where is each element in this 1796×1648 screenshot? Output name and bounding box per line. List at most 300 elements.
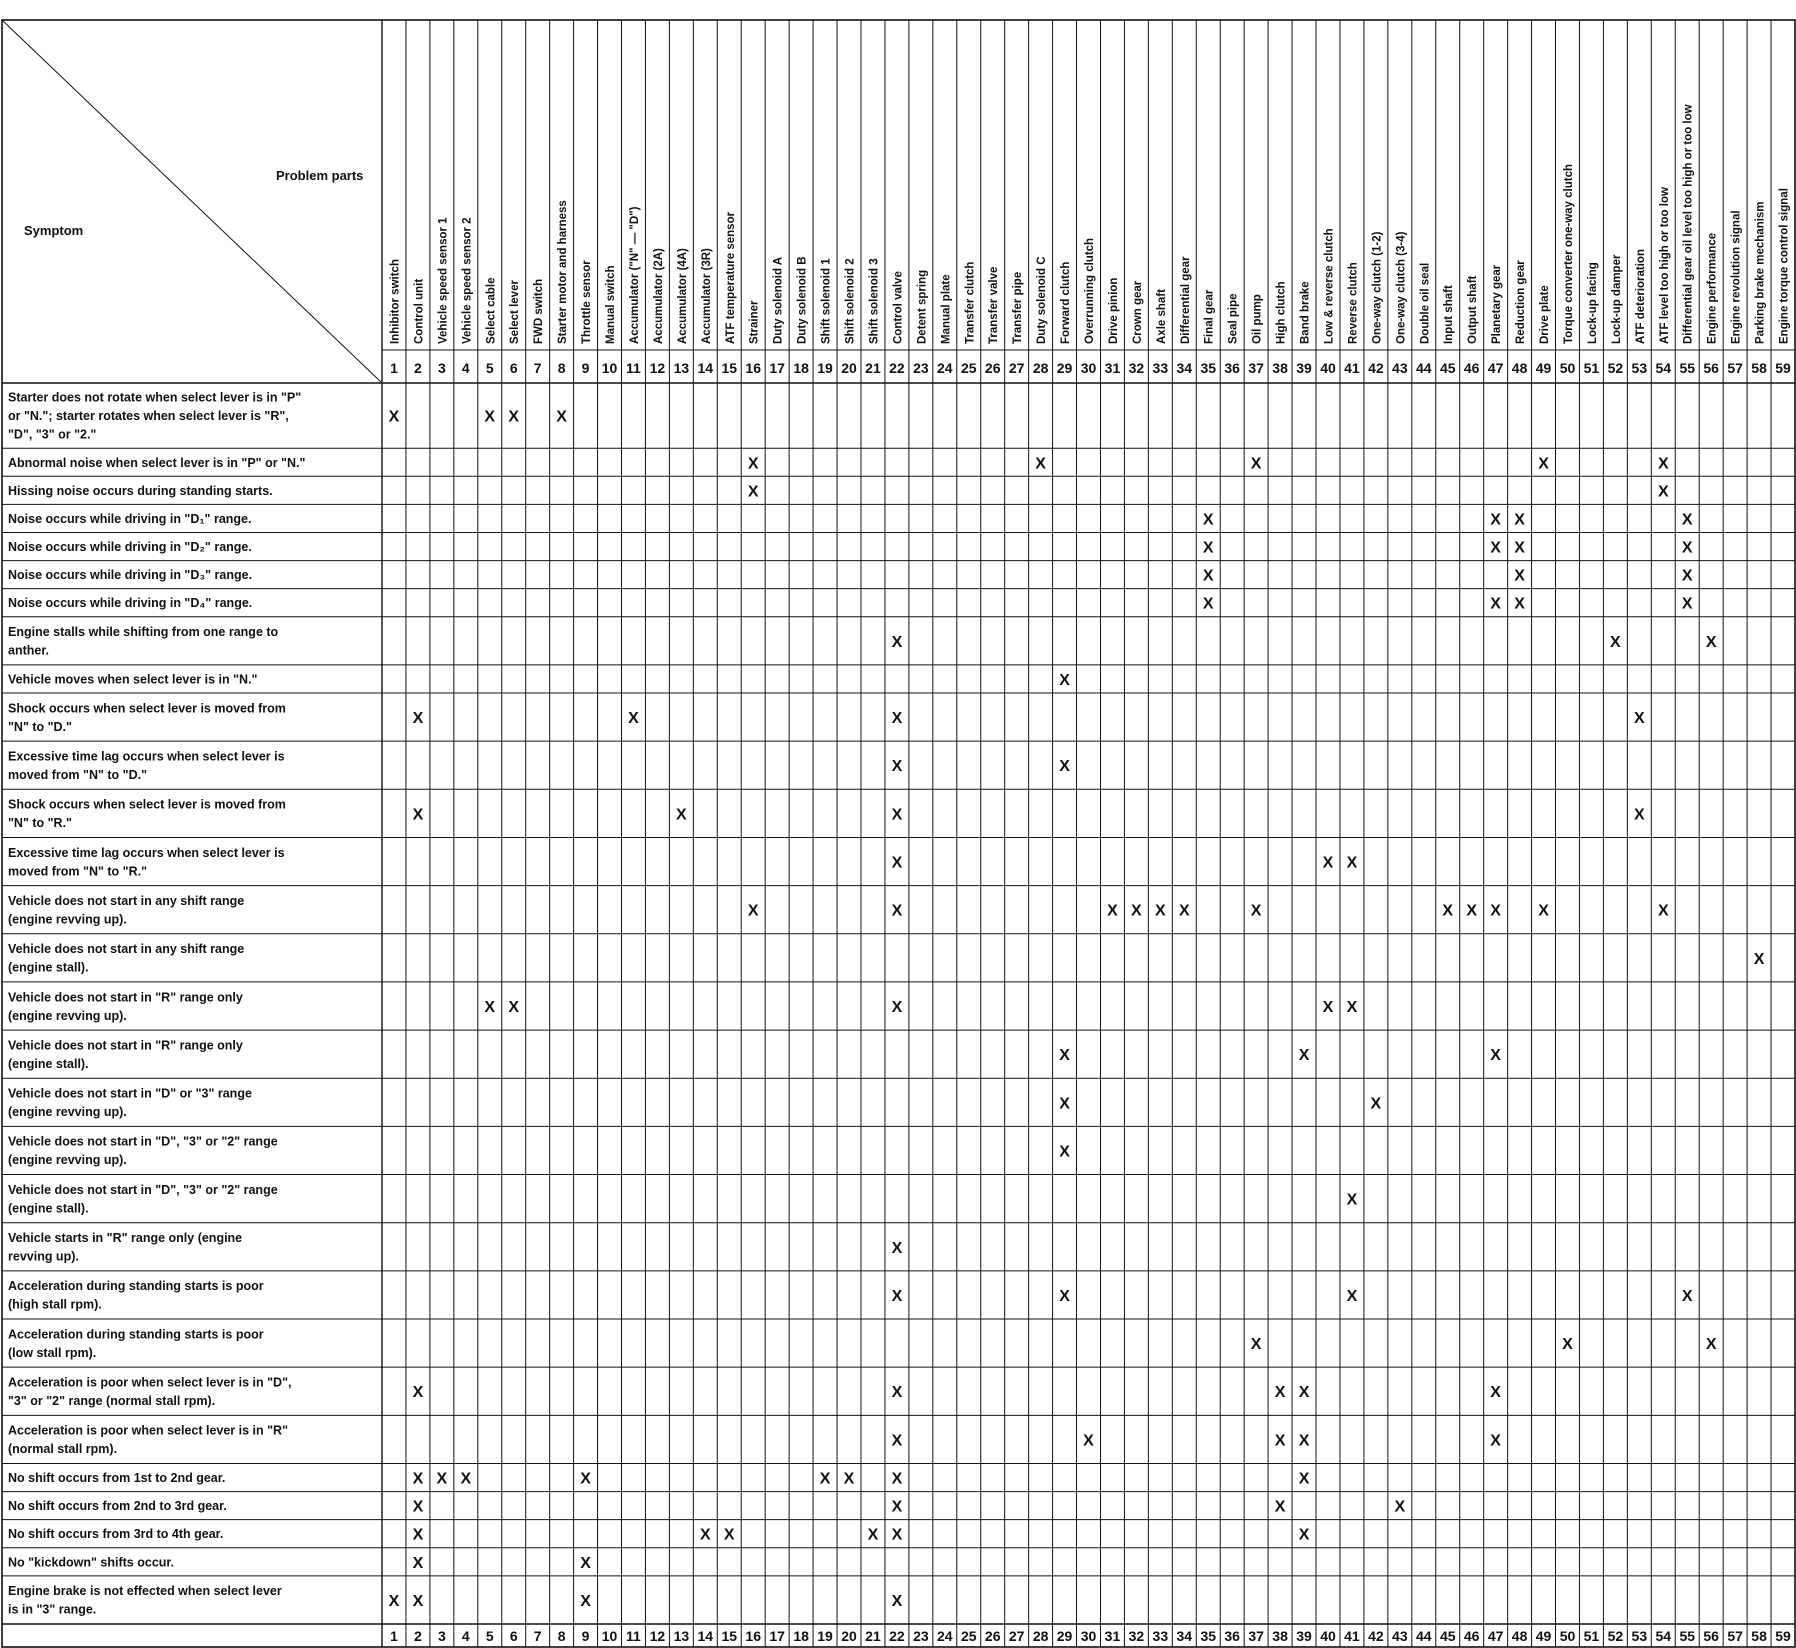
symptom-text: Vehicle does not start in "R" range only (8, 1038, 243, 1053)
x-mark: X (1202, 511, 1214, 529)
part-header: Torque converter one-way clutch (1562, 164, 1575, 344)
part-header: Shift solenoid 1 (820, 258, 833, 344)
part-number: 30 (1080, 360, 1097, 376)
x-mark: X (436, 1470, 448, 1488)
symptom-text: "D", "3" or "2." (8, 427, 97, 442)
symptom-rows (8, 391, 1765, 1617)
symptom-text: Acceleration is poor when select lever is in "R" (8, 1423, 289, 1438)
table-row (8, 568, 1693, 585)
x-mark: X (580, 1592, 591, 1610)
part-number-bottom: 34 (1176, 1628, 1193, 1644)
part-header: Accumulator (2A) (652, 248, 665, 344)
part-number-bottom: 31 (1104, 1628, 1121, 1644)
part-number-bottom: 33 (1152, 1628, 1169, 1644)
part-number: 18 (793, 360, 809, 376)
part-number-bottom: 49 (1535, 1628, 1552, 1644)
part-header: Engine torque control signal (1778, 188, 1791, 344)
x-mark: X (388, 408, 400, 426)
x-mark: X (1490, 595, 1501, 613)
part-number-bottom: 36 (1224, 1628, 1240, 1644)
part-header: Double oil seal (1419, 262, 1432, 344)
x-mark: X (1298, 1470, 1310, 1488)
x-mark: X (699, 1526, 711, 1544)
x-mark: X (1322, 999, 1334, 1017)
part-number-bottom: 40 (1320, 1628, 1336, 1644)
part-number-bottom: 25 (960, 1628, 977, 1644)
part-number-bottom: 35 (1200, 1628, 1217, 1644)
part-header: ATF temperature sensor (724, 211, 737, 344)
x-mark: X (891, 1526, 903, 1544)
x-mark: X (508, 408, 520, 426)
x-mark: X (1298, 1047, 1310, 1065)
x-mark: X (412, 1592, 424, 1610)
part-number: 28 (1032, 360, 1049, 376)
x-mark: X (1059, 1287, 1070, 1305)
part-number: 34 (1176, 360, 1193, 376)
x-mark: X (460, 1470, 472, 1488)
x-mark: X (1538, 455, 1549, 473)
part-header: Drive plate (1539, 285, 1552, 344)
part-header: Final gear (1203, 289, 1216, 344)
x-mark: X (1490, 539, 1501, 557)
x-mark: X (1274, 1384, 1286, 1402)
x-mark: X (891, 1239, 903, 1257)
part-number: 48 (1511, 360, 1528, 376)
part-header: Band brake (1299, 281, 1312, 344)
part-number: 9 (581, 360, 590, 376)
part-header: Planetary gear (1491, 264, 1504, 344)
part-header: Vehicle speed sensor 2 (461, 217, 474, 344)
part-header: Shift solenoid 2 (844, 258, 857, 344)
part-number: 50 (1559, 360, 1576, 376)
table-row (8, 1327, 1717, 1360)
x-mark: X (628, 710, 639, 728)
part-number: 36 (1224, 360, 1240, 376)
part-number: 6 (509, 360, 518, 376)
part-number: 13 (673, 360, 690, 376)
part-number-bottom: 15 (721, 1628, 738, 1644)
table-row (8, 1527, 1310, 1544)
x-mark: X (891, 758, 903, 776)
part-number: 10 (601, 360, 618, 376)
x-mark: X (1250, 1336, 1262, 1354)
part-number: 24 (937, 360, 953, 376)
x-mark: X (891, 633, 903, 651)
table-row (8, 701, 1645, 734)
part-header: Engine performance (1706, 232, 1719, 344)
x-mark: X (1131, 902, 1142, 920)
symptom-text: No shift occurs from 2nd to 3rd gear. (8, 1499, 227, 1514)
part-number-bottom: 1 (390, 1628, 398, 1644)
x-mark: X (1107, 902, 1118, 920)
part-number: 21 (865, 360, 881, 376)
symptom-text: is in "3" range. (8, 1602, 97, 1617)
part-header: Engine revolution signal (1730, 210, 1743, 344)
part-number: 4 (461, 360, 470, 376)
x-mark: X (891, 999, 903, 1017)
symptom-text: or "N."; starter rotates when select lever is "R", (8, 409, 289, 424)
x-mark: X (412, 1554, 424, 1572)
part-number: 22 (889, 360, 905, 376)
symptom-text: (normal stall rpm). (8, 1442, 118, 1457)
x-mark: X (508, 999, 520, 1017)
part-header: Strainer (748, 300, 761, 344)
x-mark: X (891, 1287, 903, 1305)
part-header: Duty solenoid C (1036, 256, 1049, 344)
part-header: Reverse clutch (1347, 262, 1360, 344)
x-mark: X (412, 1384, 424, 1402)
part-number-bottom: 14 (697, 1628, 714, 1644)
symptom-text: Engine brake is not effected when select lever (8, 1584, 282, 1599)
x-mark: X (1250, 902, 1262, 920)
x-mark: X (1705, 633, 1717, 651)
part-header: Reduction gear (1515, 260, 1528, 344)
part-number: 2 (414, 360, 422, 376)
x-mark: X (891, 854, 903, 872)
part-number: 42 (1368, 360, 1384, 376)
part-header: One-way clutch (1-2) (1371, 231, 1384, 344)
x-mark: X (1562, 1336, 1573, 1354)
problem-parts-label: Problem parts (276, 168, 364, 183)
table-row (8, 1555, 591, 1572)
part-number-bottom: 24 (937, 1628, 953, 1644)
part-number-bottom: 23 (913, 1628, 929, 1644)
part-number-bottom: 4 (461, 1628, 470, 1644)
symptom-text: Vehicle does not start in "D", "3" or "2" range (8, 1182, 278, 1197)
part-header: FWD switch (533, 278, 546, 344)
part-number-bottom: 43 (1392, 1628, 1408, 1644)
x-mark: X (556, 408, 567, 426)
x-mark: X (723, 1526, 735, 1544)
part-number: 26 (984, 360, 1001, 376)
symptom-text: Noise occurs while driving in "D₁" range. (8, 511, 252, 526)
x-mark: X (891, 1470, 903, 1488)
part-number-bottom: 38 (1272, 1628, 1288, 1644)
table-row (8, 1135, 1070, 1168)
symptom-text: Shock occurs when select lever is moved from (8, 797, 286, 812)
part-number: 58 (1751, 360, 1767, 376)
x-mark: X (1059, 1047, 1070, 1065)
part-header: Parking brake mechanism (1754, 201, 1767, 344)
x-mark: X (891, 902, 903, 920)
part-number: 23 (913, 360, 929, 376)
part-number-bottom: 11 (626, 1628, 641, 1644)
symptom-text: Noise occurs while driving in "D₃" range. (8, 568, 253, 583)
x-mark: X (1490, 902, 1501, 920)
part-header: Inhibitor switch (389, 259, 402, 344)
part-header: Output shaft (1467, 275, 1480, 344)
part-number-bottom: 10 (601, 1628, 618, 1644)
symptom-text: "3" or "2" range (normal stall rpm). (8, 1393, 216, 1408)
part-number: 43 (1392, 360, 1408, 376)
table-row (8, 391, 567, 442)
x-mark: X (1059, 758, 1070, 776)
part-number: 44 (1415, 360, 1432, 376)
part-header: Transfer valve (988, 266, 1001, 344)
part-number-bottom: 37 (1248, 1628, 1264, 1644)
part-number: 17 (769, 360, 785, 376)
part-number-bottom: 58 (1751, 1628, 1767, 1644)
symptom-text: Hissing noise occurs during standing starts. (8, 483, 273, 498)
x-mark: X (1657, 902, 1669, 920)
table-row (8, 1183, 1358, 1216)
x-mark: X (891, 1498, 903, 1516)
table-row (8, 625, 1717, 658)
part-number-bottom: 22 (889, 1628, 905, 1644)
part-header: Low & reverse clutch (1323, 228, 1336, 344)
x-mark: X (747, 455, 759, 473)
symptom-text: Acceleration is poor when select lever is in "D", (8, 1375, 292, 1390)
symptom-text: Vehicle does not start in "D", "3" or "2" range (8, 1134, 278, 1149)
part-number-bottom: 30 (1080, 1628, 1097, 1644)
x-mark: X (1346, 854, 1358, 872)
part-header: Manual switch (605, 265, 618, 344)
table-row (8, 455, 1669, 472)
part-header: Differential gear oil level too high or too low (1682, 104, 1695, 344)
symptom-text: Vehicle does not start in "R" range only (8, 990, 243, 1005)
part-number: 5 (485, 360, 494, 376)
x-mark: X (1059, 1143, 1070, 1161)
part-header: Forward clutch (1060, 261, 1073, 344)
part-number-bottom: 18 (793, 1628, 809, 1644)
part-header: Input shaft (1443, 285, 1456, 344)
part-number-bottom: 52 (1607, 1628, 1624, 1644)
part-number-bottom: 57 (1727, 1628, 1743, 1644)
part-number: 54 (1655, 360, 1672, 376)
part-header: Oil pump (1251, 294, 1264, 344)
part-number-bottom: 9 (581, 1628, 590, 1644)
symptom-text: (engine revving up). (8, 1153, 127, 1168)
x-mark: X (1083, 1432, 1094, 1450)
symptom-text: Acceleration during standing starts is poor (8, 1327, 264, 1342)
x-mark: X (1274, 1432, 1286, 1450)
symptom-text: Vehicle does not start in "D" or "3" range (8, 1086, 252, 1101)
x-mark: X (1681, 567, 1693, 585)
part-number: 1 (390, 360, 398, 376)
symptom-text: (engine revving up). (8, 1105, 127, 1120)
x-mark: X (412, 806, 424, 824)
table-row (8, 942, 1765, 975)
x-mark: X (1155, 902, 1166, 920)
part-number: 57 (1727, 360, 1743, 376)
part-number-bottom: 16 (745, 1628, 762, 1644)
symptom-text: (engine stall). (8, 1056, 89, 1071)
x-mark: X (484, 408, 496, 426)
part-header: Control unit (413, 278, 426, 344)
x-mark: X (747, 902, 759, 920)
symptom-text: (engine stall). (8, 960, 89, 975)
x-mark: X (580, 1470, 591, 1488)
part-number: 14 (697, 360, 714, 376)
x-mark: X (1514, 511, 1525, 529)
part-number: 7 (533, 360, 542, 376)
part-number: 38 (1272, 360, 1288, 376)
x-mark: X (1681, 511, 1693, 529)
symptom-text: Vehicle moves when select lever is in "N." (8, 672, 258, 687)
symptom-label: Symptom (24, 223, 84, 238)
x-mark: X (1514, 539, 1525, 557)
symptom-text: Vehicle starts in "R" range only (engine (8, 1231, 243, 1246)
part-number: 27 (1008, 360, 1025, 376)
symptom-text: Vehicle does not start in any shift range (8, 942, 245, 957)
part-number-bottom: 8 (557, 1628, 566, 1644)
x-mark: X (1442, 902, 1454, 920)
x-mark: X (1490, 1047, 1501, 1065)
x-mark: X (867, 1526, 879, 1544)
symptom-text: No "kickdown" shifts occur. (8, 1555, 175, 1570)
x-mark: X (1250, 455, 1262, 473)
part-header: Lock-up facing (1586, 262, 1599, 344)
part-number: 45 (1439, 360, 1456, 376)
table-row (8, 1375, 1501, 1408)
x-mark: X (1681, 1287, 1693, 1305)
x-mark: X (1705, 1336, 1717, 1354)
part-number-bottom: 56 (1703, 1628, 1719, 1644)
part-header: Duty solenoid B (796, 256, 809, 344)
x-mark: X (1753, 950, 1765, 968)
table-row (8, 596, 1693, 613)
part-header: Select lever (509, 280, 522, 344)
table-row (8, 672, 1070, 689)
part-number: 25 (960, 360, 977, 376)
x-mark: X (1538, 902, 1549, 920)
table-row (8, 846, 1358, 879)
part-header: Shift solenoid 3 (868, 258, 881, 344)
part-header: Accumulator (4A) (676, 248, 689, 344)
x-mark: X (1490, 1432, 1501, 1450)
table-row (8, 990, 1358, 1023)
part-number: 47 (1487, 360, 1504, 376)
part-header: Lock-up damper (1610, 254, 1623, 344)
part-header: Accumulator ("N" — "D") (628, 206, 641, 344)
x-mark: X (1298, 1526, 1310, 1544)
symptom-text: moved from "N" to "D." (8, 767, 147, 782)
x-mark: X (819, 1470, 831, 1488)
part-header: Transfer pipe (1012, 271, 1025, 344)
symptom-text: No shift occurs from 1st to 2nd gear. (8, 1471, 226, 1486)
symptom-text: No shift occurs from 3rd to 4th gear. (8, 1527, 224, 1542)
symptom-text: "N" to "R." (8, 816, 72, 831)
part-number: 3 (437, 360, 446, 376)
x-mark: X (1610, 633, 1621, 651)
x-mark: X (1681, 539, 1693, 557)
table-row (8, 1471, 1310, 1488)
part-number-bottom: 47 (1487, 1628, 1504, 1644)
symptom-text: Starter does not rotate when select lever is in "P" (8, 390, 302, 405)
table-row (8, 1584, 903, 1617)
table-row (8, 540, 1693, 557)
part-header: Select cable (485, 277, 498, 344)
part-number-bottom: 13 (673, 1628, 690, 1644)
table-row (8, 483, 1669, 500)
part-number: 59 (1775, 360, 1791, 376)
x-mark: X (1059, 671, 1070, 689)
part-header: Vehicle speed sensor 1 (437, 217, 450, 344)
x-mark: X (1657, 483, 1669, 501)
part-number: 40 (1320, 360, 1336, 376)
part-number: 52 (1607, 360, 1624, 376)
part-number: 29 (1056, 360, 1073, 376)
symptom-text: Excessive time lag occurs when select lever is (8, 749, 285, 764)
part-number-bottom: 26 (984, 1628, 1001, 1644)
part-number: 53 (1631, 360, 1648, 376)
part-number: 32 (1128, 360, 1145, 376)
x-mark: X (1633, 806, 1645, 824)
x-mark: X (891, 1384, 903, 1402)
part-number-bottom: 44 (1415, 1628, 1432, 1644)
part-number: 20 (841, 360, 857, 376)
table-row (8, 511, 1693, 528)
x-mark: X (1346, 999, 1358, 1017)
x-mark: X (891, 1432, 903, 1450)
part-number-bottom: 41 (1344, 1628, 1360, 1644)
x-mark: X (388, 1592, 400, 1610)
part-number-bottom: 19 (817, 1628, 833, 1644)
part-header: Drive pinion (1107, 277, 1120, 344)
symptom-text: revving up). (8, 1249, 79, 1264)
part-header: Detent spring (916, 269, 929, 344)
part-number: 35 (1200, 360, 1217, 376)
symptom-text: moved from "N" to "R." (8, 864, 147, 879)
x-mark: X (1035, 455, 1046, 473)
symptom-text: Excessive time lag occurs when select lever is (8, 845, 285, 860)
x-mark: X (843, 1470, 855, 1488)
part-number: 12 (649, 360, 666, 376)
part-number-bottom: 54 (1655, 1628, 1672, 1644)
part-number: 15 (721, 360, 738, 376)
x-mark: X (1514, 595, 1525, 613)
symptom-text: (engine revving up). (8, 1008, 127, 1023)
table-row (8, 894, 1669, 927)
x-mark: X (1466, 902, 1478, 920)
symptom-text: Noise occurs while driving in "D₄" range. (8, 596, 253, 611)
part-number: 56 (1703, 360, 1719, 376)
x-mark: X (412, 1470, 424, 1488)
part-number: 49 (1535, 360, 1552, 376)
part-number: 37 (1248, 360, 1264, 376)
part-header: Manual plate (940, 274, 953, 344)
x-mark: X (1059, 1095, 1070, 1113)
part-header: Accumulator (3R) (700, 248, 713, 344)
table-row (8, 1424, 1501, 1457)
x-mark: X (891, 806, 903, 824)
part-number: 33 (1152, 360, 1169, 376)
part-number-bottom: 50 (1559, 1628, 1576, 1644)
part-number-bottom: 12 (649, 1628, 666, 1644)
symptom-text: "N" to "D." (8, 719, 72, 734)
x-mark: X (1274, 1498, 1286, 1516)
x-mark: X (1633, 710, 1645, 728)
part-number: 16 (745, 360, 762, 376)
part-header: Axle shaft (1155, 289, 1168, 344)
table-row (8, 798, 1645, 831)
x-mark: X (1514, 567, 1525, 585)
header-diagonal (2, 20, 382, 383)
x-mark: X (1298, 1432, 1310, 1450)
x-mark: X (1322, 854, 1334, 872)
symptom-text: Engine stalls while shifting from one range to (8, 625, 279, 640)
part-number-bottom: 3 (437, 1628, 446, 1644)
symptom-text: Noise occurs while driving in "D₂" range. (8, 540, 252, 555)
part-number: 51 (1583, 360, 1600, 376)
table-row (8, 1279, 1693, 1312)
x-mark: X (1202, 539, 1214, 557)
part-header: Differential gear (1179, 256, 1192, 344)
part-number: 46 (1463, 360, 1480, 376)
part-number-bottom: 2 (414, 1628, 422, 1644)
x-mark: X (1370, 1095, 1382, 1113)
x-mark: X (1178, 902, 1190, 920)
